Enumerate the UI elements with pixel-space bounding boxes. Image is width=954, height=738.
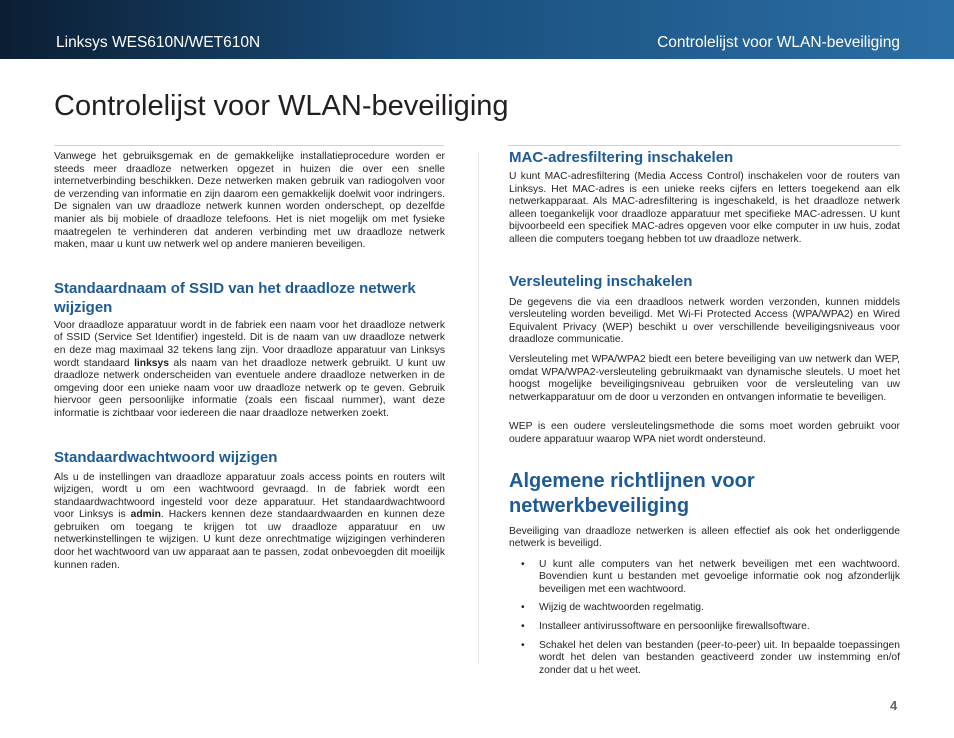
- ssid-default-name: linksys: [134, 357, 169, 369]
- list-item: • U kunt alle computers van het netwerk beveiligen met een wachtwoord. Bovendien kunt u bestanden met gevoelige informatie ook nog afzonderlijk beveiligen met een wachtwoord.: [521, 558, 900, 595]
- mac-heading: MAC-adresfiltering inschakelen: [509, 149, 734, 166]
- header-section: Controlelijst voor WLAN-beveiliging: [657, 34, 900, 51]
- password-heading: Standaardwachtwoord wijzigen: [54, 448, 278, 466]
- bullet-icon: •: [521, 558, 525, 570]
- page-title: Controlelijst voor WLAN-beveiliging: [54, 90, 509, 122]
- guidelines-list: [509, 559, 900, 678]
- divider-left: [54, 145, 444, 146]
- default-password: admin: [130, 509, 161, 521]
- guidelines-heading: Algemene richtlijnen voor netwerkbeveiliging: [509, 469, 755, 517]
- right-column: [509, 148, 900, 677]
- intro-paragraph: Vanwege het gebruiksgemak en de gemakkelijke installatieprocedure worden er steeds meer draadloze netwerken opgezet in huizen die over een snelle internetverbinding beschikken. Deze netwerken maken gebruik van radiogolven voor de verzending van informatie en zijn daarom een gemakkelijk doelwit voor indringers. De signalen van uw draadloze netwerk kunnen worden onderschept, op dezelfde manier als bij mobiele of draadloze telefoons. Het is niet mogelijk om met fysieke maatregelen te verhinderen dat anderen verbinding met uw draadloze netwerk maken, maar u kunt uw netwerk wel op andere manieren beveiligen.: [54, 151, 445, 251]
- bullet-icon: •: [521, 639, 525, 651]
- password-paragraph: Als u de instellingen van draadloze apparatuur zoals access points en routers wilt wijzigen, wordt u om een wachtwoord gevraagd. In de fabriek wordt een standaardwachtwoord ingesteld voor deze apparatuur. Het standaardwachtwoord voor Linksys is admin. Hackers kennen deze standaardwaarden en kunnen deze gebruiken om toegang te krijgen tot uw draadloze apparatuur en uw netwerkinstellingen te wijzigen. U kunt deze onrechtmatige wijzigingen verhinderen door het wachtwoord van uw apparaat aan te passen, zodat onbevoegden dit moeilijk kunnen raden.: [54, 471, 446, 571]
- bullet-icon: •: [521, 621, 525, 633]
- column-divider: [478, 152, 479, 664]
- encryption-paragraph-1: De gegevens die via een draadloos netwerk worden verzonden, kunnen middels versleuteling worden beveiligd. Met Wi-Fi Protected Access (WPA/WPA2) en Wired Equivalent Privacy (WEP) beschikt u over verschillende beveiligingsniveaus voor draadloze communicatie.: [509, 296, 900, 346]
- header-product: Linksys WES610N/WET610N: [56, 34, 261, 51]
- encryption-paragraph-3: WEP is een oudere versleutelingsmethode die soms moet worden gebruikt voor oudere apparatuur waarop WPA niet wordt ondersteund.: [509, 421, 900, 445]
- mac-paragraph: U kunt MAC-adresfiltering (Media Access Control) inschakelen voor de routers van Linksys. Het MAC-adres is een unieke reeks cijfers en letters toegekend aan elk netwerkapparaat. Als MAC-adresfiltering is ingeschakeld, is het draadloze netwerk alleen toegankelijk voor draadloze apparatuur met specifieke MAC-adressen. U kunt bijvoorbeeld een specifiek MAC-adres opgeven voor elke computer in uw huis, zodat alleen die computers toegang hebben tot uw draadloze netwerk.: [509, 171, 900, 245]
- ssid-paragraph: Voor draadloze apparatuur wordt in de fabriek een naam voor het draadloze netwerk of SSID (Service Set Identifier) ingesteld. Dit is de naam van uw draadloze netwerk en deze mag maximaal 32 tekens lang zijn. Voor draadloze apparatuur van Linksys wordt standaard linksys als naam van het draadloze netwerk gebruikt. U kunt uw draadloze netwerk onderscheiden van eventuele andere draadloze netwerken in de omgeving door een unieke naam voor uw draadloze netwerk op te geven. Gebruik hiervoor geen persoonlijke informatie (zoals een fiscaal nummer), want deze informatie is zichtbaar voor iedereen die naar draadloze netwerken zoekt.: [54, 319, 446, 419]
- bullet-icon: •: [521, 602, 525, 614]
- ssid-heading: Standaardnaam of SSID van het draadloze netwerk wijzigen: [54, 279, 416, 316]
- encryption-paragraph-2: Versleuteling met WPA/WPA2 biedt een betere beveiliging van uw netwerk dan WEP, omdat WPA/WPA2-versleuteling gebruikmaakt van dynamische sleutels. U moet het hoogst mogelijke beveiligingsniveau gebruiken voor de versleuteling van uw netwerkapparatuur om de door u verzonden en ontvangen informatie te beveiligen.: [509, 353, 900, 403]
- list-item: • Schakel het delen van bestanden (peer-to-peer) uit. In bepaalde toepassingen wordt het delen van bestanden geactiveerd zonder uw instemming en/of zonder dat u het weet.: [521, 639, 900, 676]
- divider-right: [508, 145, 901, 146]
- guidelines-intro: Beveiliging van draadloze netwerken is alleen effectief als ook het onderliggende netwerk is beveiligd.: [509, 525, 900, 550]
- list-item: • Installeer antivirussoftware en persoonlijke firewallsoftware.: [521, 621, 810, 633]
- list-item: • Wijzig de wachtwoorden regelmatig.: [521, 602, 704, 614]
- left-column: [54, 151, 445, 572]
- page-header: [0, 0, 954, 59]
- page-number: 4: [890, 698, 898, 713]
- encryption-heading: Versleuteling inschakelen: [509, 272, 693, 290]
